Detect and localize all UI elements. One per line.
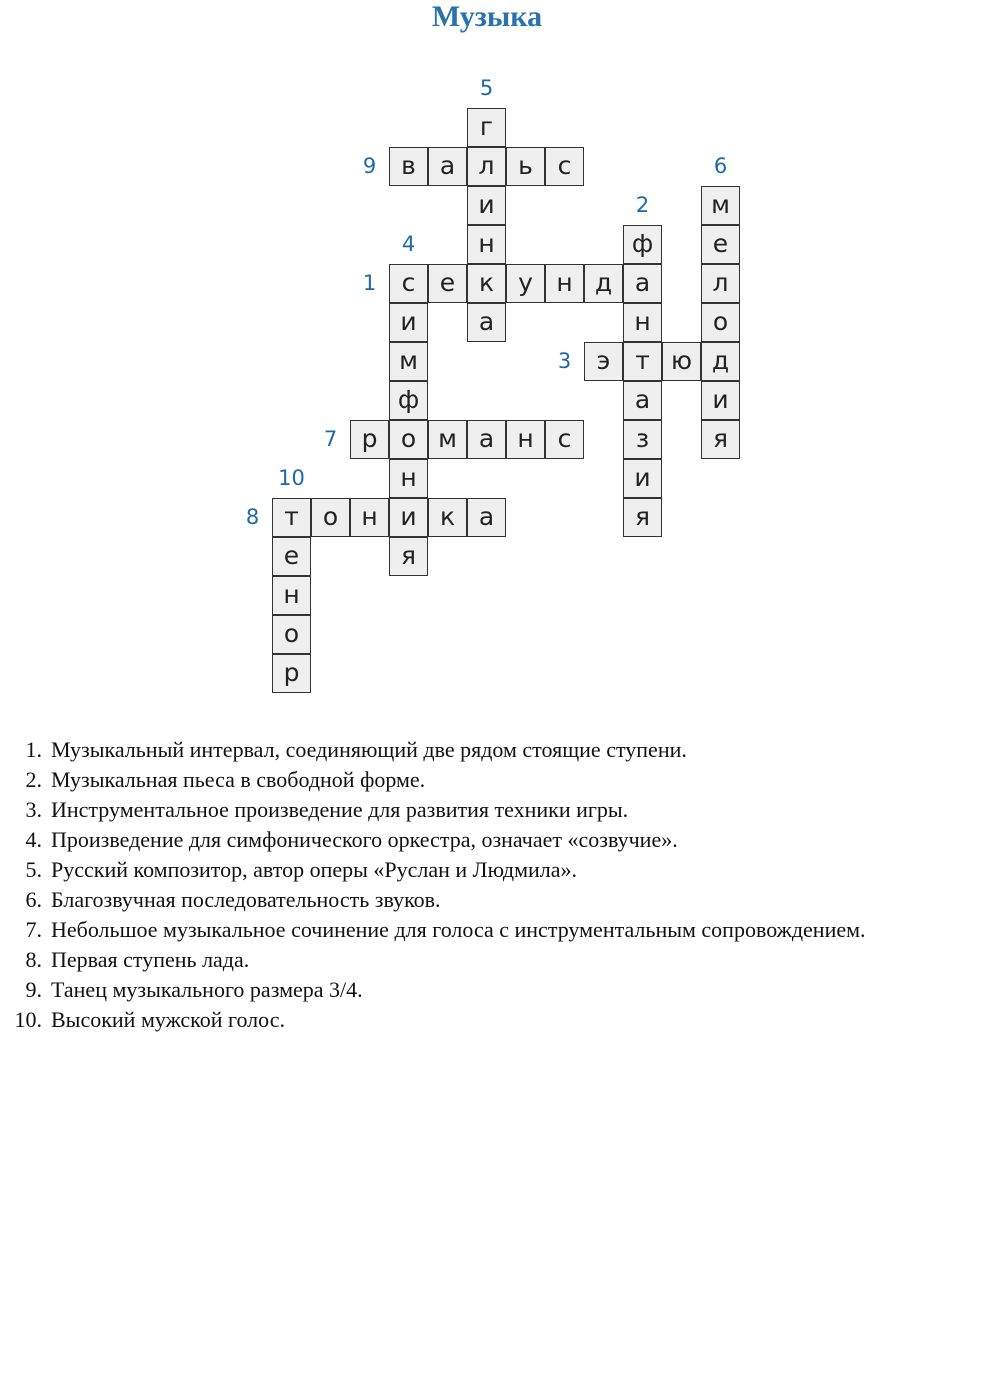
crossword-cell: м xyxy=(389,342,428,381)
crossword-cell: т xyxy=(272,498,311,537)
crossword-cell: н xyxy=(506,420,545,459)
clue-item-number: 7. xyxy=(25,917,42,942)
clue-item xyxy=(0,1005,285,1035)
crossword-cell: н xyxy=(623,303,662,342)
crossword-cell: и xyxy=(389,303,428,342)
clue-item-number: 8. xyxy=(25,947,42,972)
crossword-cell: ю xyxy=(662,342,701,381)
crossword-cell: я xyxy=(623,498,662,537)
crossword-cell: я xyxy=(701,420,740,459)
clue-item-number: 3. xyxy=(25,797,42,822)
clue-item xyxy=(0,795,629,825)
crossword-cell: о xyxy=(389,420,428,459)
crossword-cell: е xyxy=(272,537,311,576)
crossword-cell: а xyxy=(428,147,467,186)
crossword-cell: т xyxy=(623,342,662,381)
clue-list xyxy=(0,735,866,1035)
clue-number-9: 9 xyxy=(362,154,377,178)
crossword-cell: а xyxy=(623,264,662,303)
crossword-cell: и xyxy=(467,186,506,225)
clue-item xyxy=(0,855,578,885)
crossword-cell: д xyxy=(584,264,623,303)
crossword-cell: я xyxy=(389,537,428,576)
clue-item xyxy=(0,945,250,975)
clue-item xyxy=(0,765,426,795)
crossword-cell: н xyxy=(272,576,311,615)
crossword-cell: в xyxy=(389,147,428,186)
clue-item-number: 1. xyxy=(25,737,42,762)
clue-item-text: Музыкальный интервал, соединяющий две рядом стоящие ступени. xyxy=(51,737,687,762)
page-title: Музыка xyxy=(431,0,543,33)
clue-item-text: Благозвучная последовательность звуков. xyxy=(51,887,441,912)
crossword-cell: ф xyxy=(623,225,662,264)
crossword-cell: о xyxy=(272,615,311,654)
clue-number-8: 8 xyxy=(245,505,260,529)
crossword-cell: у xyxy=(506,264,545,303)
crossword-cell: д xyxy=(701,342,740,381)
crossword-cell: е xyxy=(428,264,467,303)
crossword-cell: а xyxy=(467,303,506,342)
clue-number-6: 6 xyxy=(713,154,728,178)
crossword-cell: р xyxy=(272,654,311,693)
crossword-cell: е xyxy=(701,225,740,264)
clue-item-text: Музыкальная пьеса в свободной форме. xyxy=(51,767,426,792)
clue-number-2: 2 xyxy=(635,193,650,217)
clue-item-number: 5. xyxy=(25,857,42,882)
crossword-cell: н xyxy=(389,459,428,498)
crossword-cell: к xyxy=(428,498,467,537)
clue-item-number: 9. xyxy=(25,977,42,1002)
clue-item-text: Танец музыкального размера 3/4. xyxy=(51,977,363,1002)
clue-item-text: Произведение для симфонического оркестра, означает «созвучие». xyxy=(51,827,678,852)
crossword-cell: г xyxy=(467,108,506,147)
clue-number-5: 5 xyxy=(479,76,494,100)
crossword-cell: з xyxy=(623,420,662,459)
clue-item-text: Высокий мужской голос. xyxy=(51,1007,285,1032)
clue-item xyxy=(0,885,441,915)
crossword-cell: о xyxy=(311,498,350,537)
crossword-cell: э xyxy=(584,342,623,381)
crossword-cell: о xyxy=(701,303,740,342)
crossword-cell: ф xyxy=(389,381,428,420)
clue-item-text: Русский композитор, автор оперы «Руслан и Людмила». xyxy=(51,857,578,882)
crossword-cell: н xyxy=(467,225,506,264)
clue-item-text: Инструментальное произведение для развития техники игры. xyxy=(51,797,629,822)
clue-number-4: 4 xyxy=(401,232,416,256)
clue-item xyxy=(0,735,687,765)
clue-item-number: 4. xyxy=(25,827,42,852)
clue-number-3: 3 xyxy=(557,349,572,373)
clue-item-text: Первая ступень лада. xyxy=(51,947,250,972)
clue-item-number: 2. xyxy=(25,767,42,792)
crossword-cell: а xyxy=(467,420,506,459)
clue-item-text: Небольшое музыкальное сочинение для голоса с инструментальным сопровождением. xyxy=(51,917,866,942)
crossword-cell: а xyxy=(623,381,662,420)
clue-number-1: 1 xyxy=(362,271,377,295)
crossword-cell: к xyxy=(467,264,506,303)
crossword-cell: а xyxy=(467,498,506,537)
crossword-cell: с xyxy=(545,420,584,459)
crossword-cell: с xyxy=(545,147,584,186)
crossword-cell: н xyxy=(350,498,389,537)
crossword-cell: и xyxy=(623,459,662,498)
clue-item-number: 6. xyxy=(25,887,42,912)
clue-number-7: 7 xyxy=(323,427,338,451)
crossword-cell: ь xyxy=(506,147,545,186)
crossword-cell: р xyxy=(350,420,389,459)
crossword-cell: л xyxy=(467,147,506,186)
crossword-cell: и xyxy=(389,498,428,537)
clue-item xyxy=(0,825,678,855)
clue-number-10: 10 xyxy=(278,466,305,490)
crossword-cell: и xyxy=(701,381,740,420)
crossword-cell: л xyxy=(701,264,740,303)
clue-item xyxy=(0,915,866,945)
clue-item-number: 10. xyxy=(14,1007,42,1032)
crossword-cell: с xyxy=(389,264,428,303)
clue-item xyxy=(0,975,363,1005)
crossword-cell: н xyxy=(545,264,584,303)
crossword-cell: м xyxy=(701,186,740,225)
crossword-cell: м xyxy=(428,420,467,459)
